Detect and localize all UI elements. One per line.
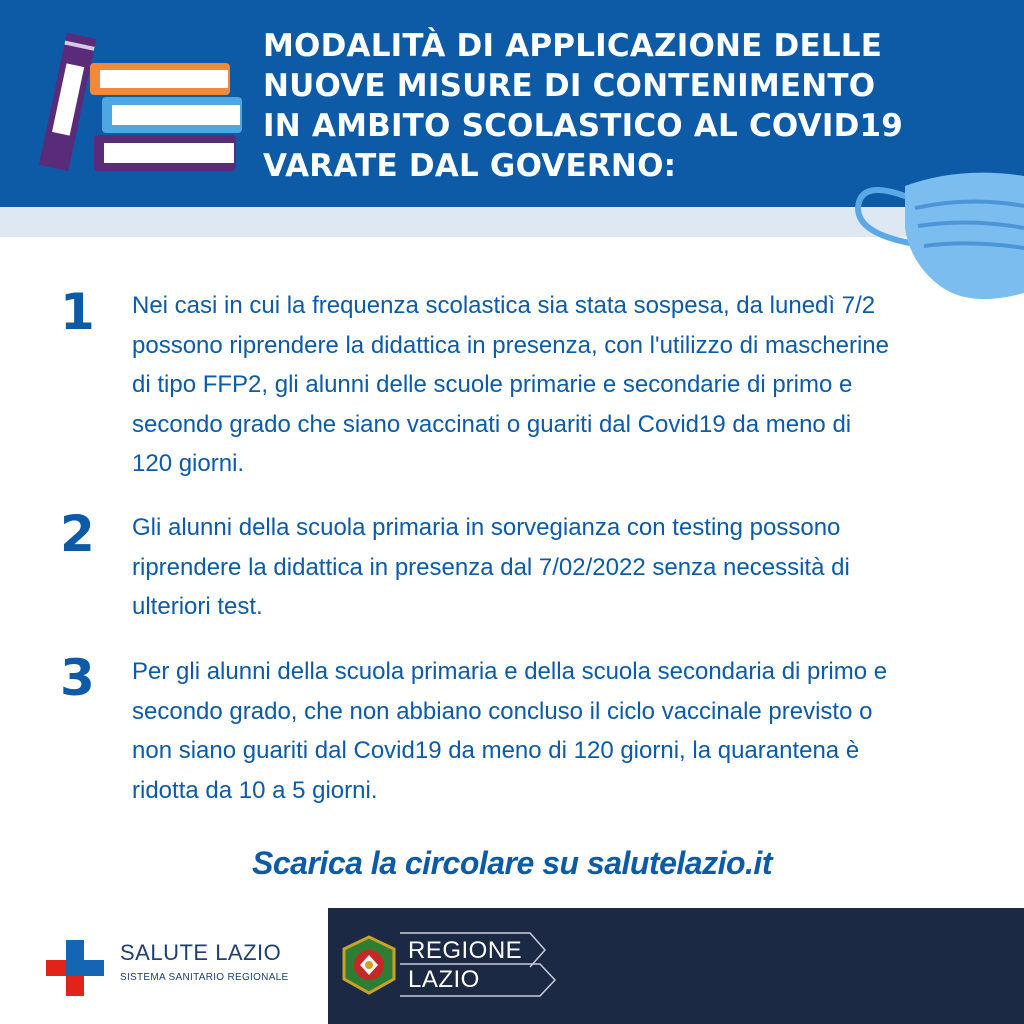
- item-line: 120 giorni.: [132, 450, 245, 477]
- item-text: [132, 286, 932, 484]
- item-text: [132, 652, 932, 810]
- item-line: ridotta da 10 a 5 giorni.: [132, 776, 378, 804]
- item-line: Nei casi in cui la frequenza scolastica sia stata sospesa, da lunedì 7/2: [132, 292, 876, 319]
- item-line: di tipo FFP2, gli alunni delle scuole primarie e secondarie di primo e: [132, 371, 853, 398]
- salute-lazio-cross-logo: [46, 940, 104, 996]
- item-line: secondo grado, che non abbiano concluso il ciclo vaccinale previsto o: [132, 697, 873, 725]
- item-line: riprendere la didattica in presenza dal 7/02/2022 senza necessità di: [132, 553, 850, 581]
- item-number: 1: [60, 283, 95, 341]
- title-line: IN AMBITO SCOLASTICO AL COVID19: [263, 108, 904, 144]
- title-line: NUOVE MISURE DI CONTENIMENTO: [263, 68, 876, 104]
- item-line: non siano guariti dal Covid19 da meno di 120 giorni, la quarantena è: [132, 737, 860, 764]
- salute-lazio-subtitle: SISTEMA SANITARIO REGIONALE: [120, 972, 289, 983]
- title-line: VARATE DAL GOVERNO:: [263, 148, 677, 184]
- item-line: Gli alunni della scuola primaria in sorvegianza con testing possono: [132, 514, 841, 541]
- page-title: [263, 26, 904, 186]
- item-line: ulteriori test.: [132, 593, 263, 620]
- item-text: [132, 508, 932, 627]
- item-number: 2: [60, 505, 95, 563]
- books-icon: [30, 25, 245, 175]
- salute-lazio-name: SALUTE LAZIO: [120, 940, 282, 965]
- title-line: MODALITÀ DI APPLICAZIONE DELLE: [263, 28, 883, 64]
- item-number: 3: [60, 649, 95, 707]
- regione-lazio-line1: REGIONE: [408, 937, 523, 964]
- regione-lazio-line2: LAZIO: [408, 966, 480, 993]
- item-line: Per gli alunni della scuola primaria e della scuola secondaria di primo e: [132, 658, 888, 685]
- regione-lazio-emblem: [340, 935, 398, 995]
- download-circular-link[interactable]: Scarica la circolare su salutelazio.it: [252, 845, 772, 881]
- item-line: secondo grado che siano vaccinati o guariti dal Covid19 da meno di: [132, 410, 852, 438]
- item-line: possono riprendere la didattica in presenza, con l'utilizzo di mascherine: [132, 331, 889, 359]
